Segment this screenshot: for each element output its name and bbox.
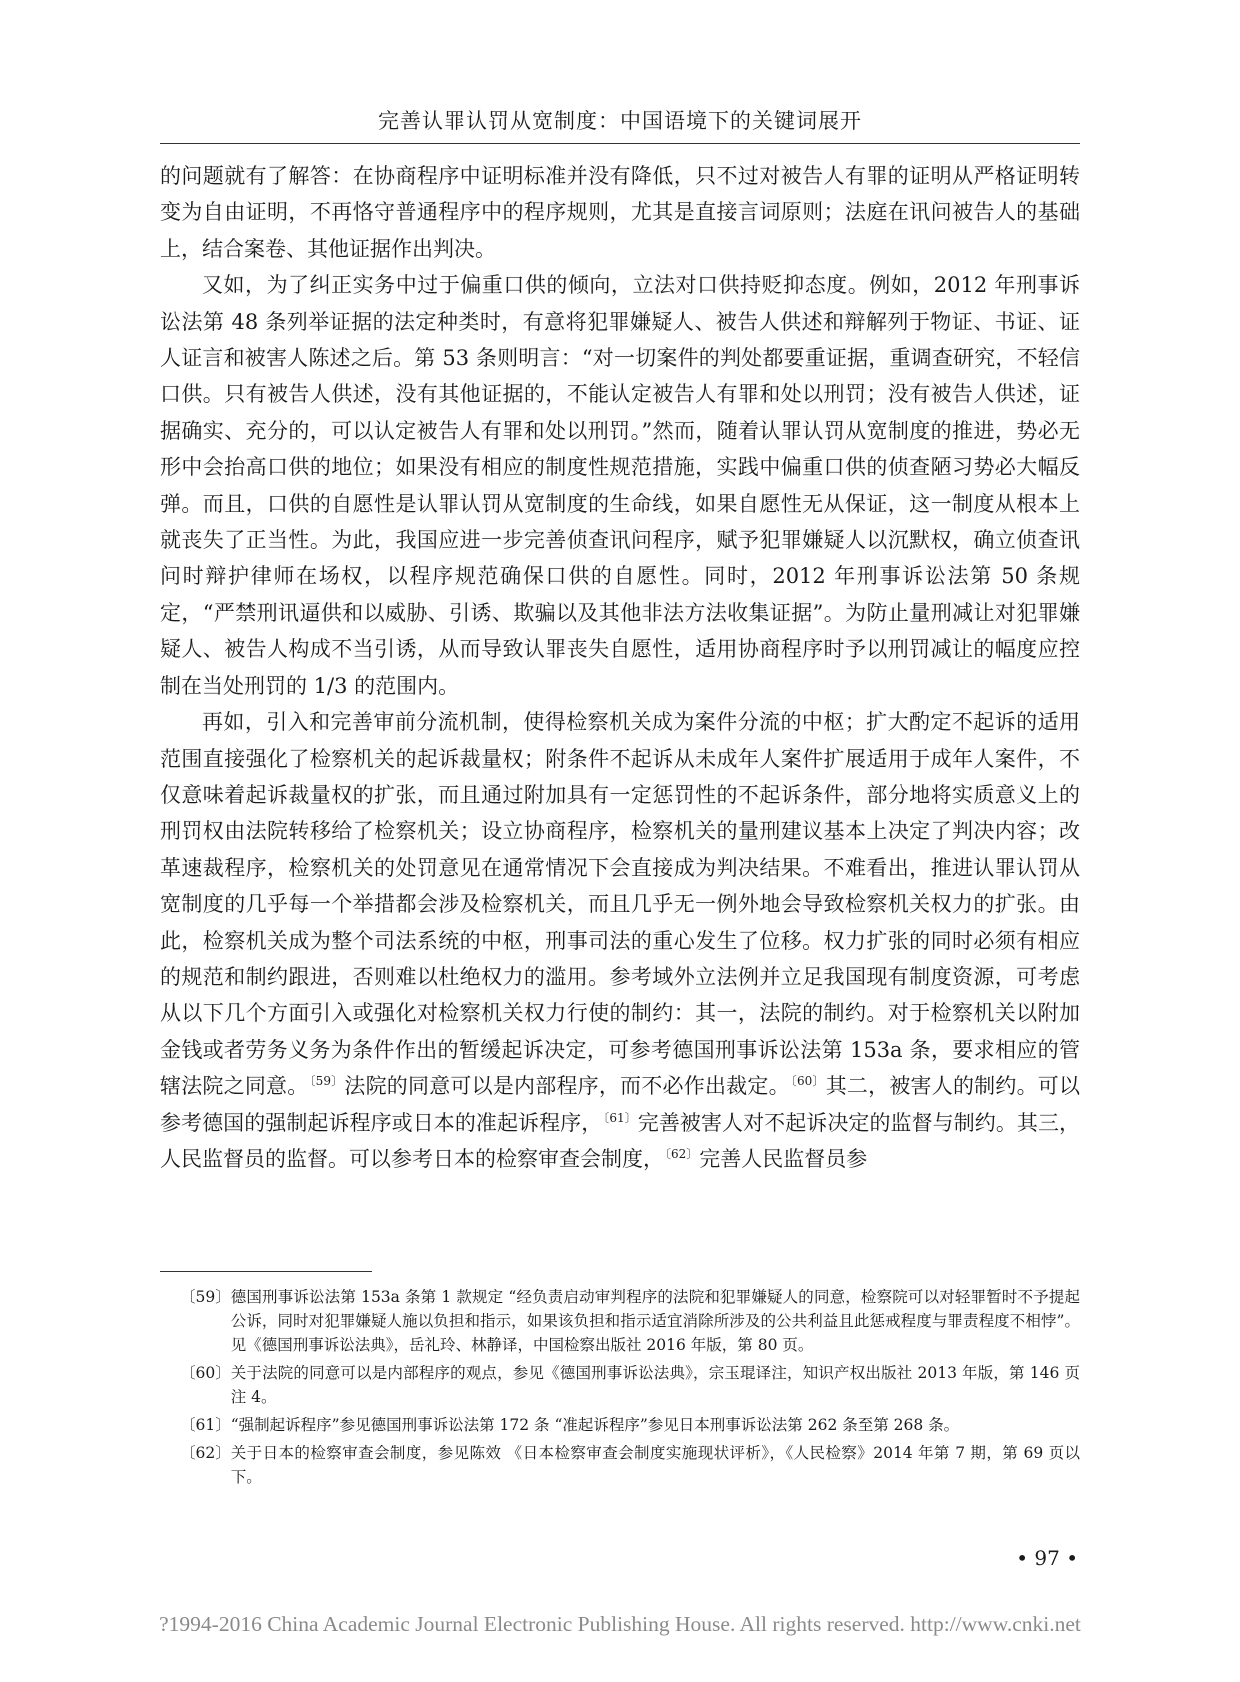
footnote-ref-60[interactable]: 〔60〕 [790,1074,825,1089]
footnote-60 [160,1361,1080,1409]
footnote-text: 关于法院的同意可以是内部程序的观点，参见《德国刑事诉讼法典》，宗玉琨译注，知识产权出版社 2013 年版，第 146 页注 4。 [230,1364,1080,1406]
footnotes [160,1285,1080,1493]
footnote-text: 关于日本的检察审查会制度，参见陈效 《日本检察审查会制度实施现状评析》，《人民检察》2014 年第 7 期，第 69 页以下。 [230,1444,1080,1486]
footnote-number: 〔59〕 [180,1288,231,1306]
footnote-rule [160,1271,372,1272]
paragraph-3 [160,704,1080,1177]
footnote-number: 〔62〕 [180,1444,231,1462]
paragraph-text: 法院的同意可以是内部程序，而不必作出裁定。 [344,1074,790,1099]
paragraph-1 [160,158,1080,267]
footnote-ref-62[interactable]: 〔62〕 [665,1146,699,1161]
paragraph-2 [160,267,1080,704]
footnote-61 [160,1413,1080,1437]
footnote-62 [160,1441,1080,1489]
footnote-text: 德国刑事诉讼法第 153a 条第 1 款规定 “经负责启动审判程序的法院和犯罪嫌疑人的同意，检察院可以对轻罪暂时不予提起公诉，同时对犯罪嫌疑人施以负担和指示，如果该负担和指示适宜消除所涉及的公共利益且此惩戒程度与罪责程度不相悖”。见《德国刑事诉讼法典》，岳礼玲、林静译，中国检察出版社 2016 年版，第 80 页。 [230,1288,1080,1354]
footnote-number: 〔60〕 [180,1364,231,1382]
footnote-ref-59[interactable]: 〔59〕 [309,1074,344,1089]
copyright-footer: ?1994-2016 China Academic Journal Electronic Publishing House. All rights reserved. http://www.cnki.net [159,1612,1081,1636]
paragraph-text: 完善被害人对不起诉决定的监督与制约。其三，人民监督员的监督。可以参考日本的检察审查会制度， [160,1110,1080,1171]
footnote-text: “强制起诉程序”参见德国刑事诉讼法第 172 条 “准起诉程序”参见日本刑事诉讼法第 262 条至第 268 条。 [230,1416,960,1434]
footnote-number: 〔61〕 [180,1416,231,1434]
footnote-ref-61[interactable]: 〔61〕 [603,1110,637,1125]
running-header: 完善认罪认罚从宽制度：中国语境下的关键词展开 [378,109,862,133]
body-text [160,158,1080,1177]
header-rule [160,143,1080,144]
paragraph-text: 的问题就有了解答：在协商程序中证明标准并没有降低，只不过对被告人有罪的证明从严格证明转变为自由证明，不再恪守普通程序中的程序规则，尤其是直接言词原则；法庭在讯问被告人的基础上，结合案卷、其他证据作出判决。 [160,164,1080,261]
page-number: • 97 • [1016,1546,1078,1570]
paragraph-text: 再如，引入和完善审前分流机制，使得检察机关成为案件分流的中枢；扩大酌定不起诉的适用范围直接强化了检察机关的起诉裁量权；附条件不起诉从未成年人案件扩展适用于成年人案件，不仅意味着起诉裁量权的扩张，而且通过附加具有一定惩罚性的不起诉条件，部分地将实质意义上的刑罚权由法院转移给了检察机关；设立协商程序，检察机关的量刑建议基本上决定了判决内容；改革速裁程序，检察机关的处罚意见在通常情况下会直接成为判决结果。不难看出，推进认罪认罚从宽制度的几乎每一个举措都会涉及检察机关，而且几乎无一例外地会导致检察机关权力的扩张。由此，检察机关成为整个司法系统的中枢，刑事司法的重心发生了位移。权力扩张的同时必须有相应的规范和制约跟进，否则难以杜绝权力的滥用。参考域外立法例并立足我国现有制度资源，可考虑从以下几个方面引入或强化对检察机关权力行使的制约：其一，法院的制约。对于检察机关以附加金钱或者劳务义务为条件作出的暂缓起诉决定，可参考德国刑事诉讼法第 153a 条，要求相应的管辖法院之同意。 [160,710,1080,1099]
footnote-59 [160,1285,1080,1357]
paragraph-text: 又如，为了纠正实务中过于偏重口供的倾向，立法对口供持贬抑态度。例如，2012 年刑事诉讼法第 48 条列举证据的法定种类时，有意将犯罪嫌疑人、被告人供述和辩解列于物证、书证、证人证言和被害人陈述之后。第 53 条则明言：“对一切案件的判处都要重证据，重调查研究，不轻信口供。只有被告人供述，没有其他证据的，不能认定被告人有罪和处以刑罚；没有被告人供述，证据确实、充分的，可以认定被告人有罪和处以刑罚。”然而，随着认罪认罚从宽制度的推进，势必无形中会抬高口供的地位；如果没有相应的制度性规范措施，实践中偏重口供的侦查陋习势必大幅反弹。而且，口供的自愿性是认罪认罚从宽制度的生命线，如果自愿性无从保证，这一制度从根本上就丧失了正当性。为此，我国应进一步完善侦查讯问程序，赋予犯罪嫌疑人以沉默权，确立侦查讯问时辩护律师在场权，以程序规范确保口供的自愿性。同时，2012 年刑事诉讼法第 50 条规定，“严禁刑讯逼供和以威胁、引诱、欺骗以及其他非法方法收集证据”。为防止量刑减让对犯罪嫌疑人、被告人构成不当引诱，从而导致认罪丧失自愿性，适用协商程序时予以刑罚减让的幅度应控制在当处刑罚的 1/3 的范围内。 [160,273,1080,698]
paragraph-text: 完善人民监督员参 [699,1146,868,1171]
paragraph-text: 其二，被害人的制约。可以参考德国的强制起诉程序或日本的准起诉程序， [160,1074,1080,1135]
